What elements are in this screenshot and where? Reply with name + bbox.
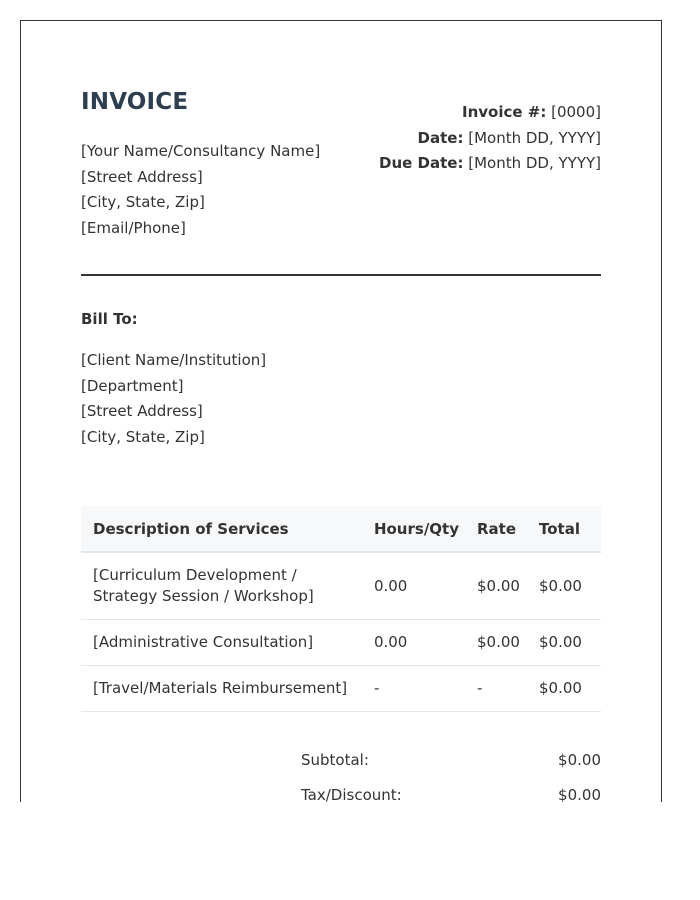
row-hours-qty: 0.00 [362, 552, 465, 620]
sender-address [81, 139, 320, 242]
invoice-title: INVOICE [81, 89, 189, 115]
row-rate: $0.00 [465, 552, 527, 620]
client-street: [Street Address] [81, 402, 203, 421]
client-name: [Client Name/Institution] [81, 351, 267, 369]
row-hours-qty: - [362, 666, 465, 712]
client-city: [City, State, Zip] [81, 428, 205, 447]
sender-street: [Street Address] [81, 167, 203, 186]
bill-to-address [81, 348, 266, 451]
row-hours-qty: 0.00 [362, 620, 465, 666]
tax-discount-row [301, 784, 601, 802]
services-table [81, 506, 601, 712]
tax-discount-label: Tax/Discount: [301, 786, 402, 802]
header-description: Description of Services [93, 519, 289, 538]
sender-city: [City, State, Zip] [81, 193, 205, 212]
header-divider [81, 274, 601, 276]
header-hours-qty: Hours/Qty [373, 519, 459, 538]
row-description: [Curriculum Development / Strategy Session / Workshop] [81, 552, 362, 620]
sender-name: [Your Name/Consultancy Name] [81, 142, 321, 160]
table-row [81, 666, 601, 712]
table-row [81, 552, 601, 620]
row-total: $0.00 [527, 620, 601, 666]
invoice-number-value: [0000] [546, 103, 601, 121]
header-total: Total [538, 519, 580, 538]
totals-section [301, 749, 601, 802]
row-description: [Travel/Materials Reimbursement] [81, 666, 362, 712]
invoice-date [379, 126, 601, 152]
row-total: $0.00 [527, 666, 601, 712]
table-row [81, 620, 601, 666]
row-rate: $0.00 [465, 620, 527, 666]
row-description: [Administrative Consultation] [81, 620, 362, 666]
bill-to-heading: Bill To: [81, 310, 138, 328]
sender-contact: [Email/Phone] [81, 219, 186, 238]
invoice-due-label: Due Date: [379, 154, 464, 173]
subtotal-value: $0.00 [558, 751, 601, 769]
header-rate: Rate [477, 519, 517, 538]
invoice-number [379, 100, 601, 126]
row-total: $0.00 [527, 552, 601, 620]
subtotal-label: Subtotal: [301, 751, 369, 769]
subtotal-row [301, 749, 601, 784]
invoice-due-date [379, 151, 601, 177]
client-department: [Department] [81, 376, 184, 395]
invoice-number-label: Invoice #: [462, 103, 547, 121]
invoice-meta [379, 100, 601, 177]
invoice-date-label: Date: [417, 128, 464, 147]
invoice-due-value: [Month DD, YYYY] [463, 154, 601, 173]
table-header-row [81, 506, 601, 552]
tax-discount-value: $0.00 [558, 786, 601, 802]
invoice-date-value: [Month DD, YYYY] [463, 128, 601, 147]
row-rate: - [465, 666, 527, 712]
invoice-page [20, 20, 662, 802]
